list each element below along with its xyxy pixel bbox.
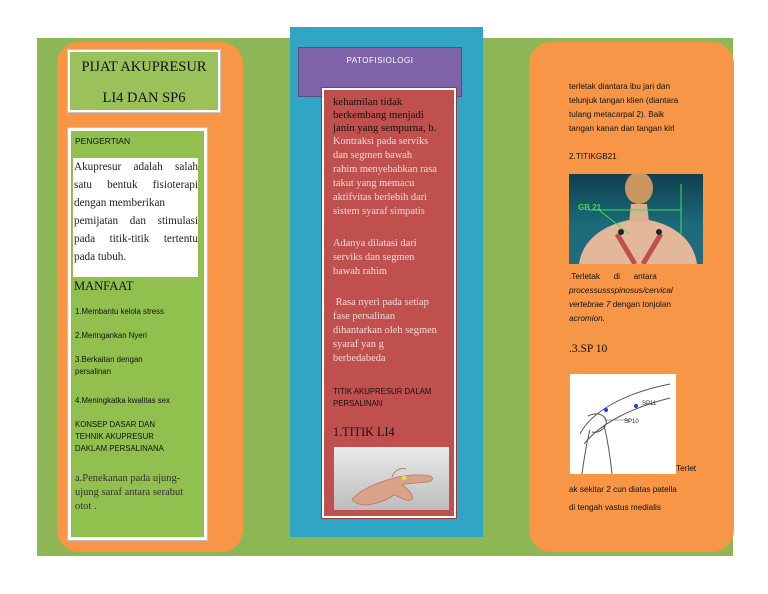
pato-line: dan segmen bawah — [333, 150, 413, 161]
pengertian-line: pemijatan dan stimulasi — [74, 215, 198, 227]
manfaat-item: persalinan — [75, 367, 111, 376]
gb21-image — [569, 174, 703, 264]
konsep-text: otot . — [75, 501, 97, 512]
title-line-2: LI4 DAN SP6 — [102, 90, 186, 106]
pato-line: aktifvitas berlebih dari — [333, 192, 428, 203]
pato-line: berkembang menjadi — [333, 109, 424, 121]
title-line-1: PIJAT AKUPRESUR — [81, 59, 207, 75]
titik-heading: TITIK AKUPRESUR DALAM — [333, 387, 432, 396]
rasa-line: syaraf yan g — [333, 339, 384, 350]
konsep-line: DAKLAM PERSALINANA — [75, 444, 164, 453]
adanya-line: bawah rahim — [333, 266, 387, 277]
terletak-line — [569, 270, 703, 285]
titik-gb21-heading: 2.TITIKGB21 — [569, 152, 617, 161]
title-box — [68, 50, 220, 112]
shoulder-icon — [569, 174, 703, 264]
pengertian-heading: PENGERTIAN — [75, 136, 131, 146]
sp10-heading: .3.SP 10 — [569, 343, 608, 355]
knee-icon — [570, 374, 676, 474]
patofisiologi-heading: PATOFISIOLOGI — [346, 56, 414, 65]
pengertian-line: dengan memberikan — [74, 197, 166, 209]
sp10-label: SP10 — [624, 419, 639, 425]
pato-line: kehamilan tidak — [333, 96, 403, 108]
manfaat-heading: MANFAAT — [74, 279, 134, 293]
terletak-line: processussspinosus/cervical — [569, 286, 673, 295]
manfaat-item: 1.Membantu kelola stress — [75, 307, 164, 316]
terletak-line-1: .Terletak di antara — [569, 272, 657, 281]
intro-line: telunjuk tangan klien (diantara — [569, 96, 679, 105]
titik-li4: 1.TITIK LI4 — [333, 425, 395, 439]
pato-line: janin yang sempurna, b. — [333, 122, 437, 134]
pengertian-line: satu bentuk fisioterapi — [74, 179, 198, 191]
manfaat-item: 2.Meringankan Nyeri — [75, 331, 147, 340]
pato-line: takut yang memacu — [333, 178, 415, 189]
akhir-line: ak sekitar 2 cun diatas patella — [569, 485, 677, 494]
terletak-line: vertebrae 7 dengan tonjolan — [569, 300, 671, 309]
pengertian-line: pada titik-titik tertentu — [74, 233, 198, 245]
hand-li4-image — [334, 447, 449, 510]
manfaat-item: 3.Berkaitan dengan — [75, 355, 143, 364]
adanya-line: Adanya dilatasi dari — [333, 238, 417, 249]
rasa-line: Rasa nyeri pada setiap — [333, 297, 429, 308]
intro-line: tangan kanan dan tangan kirl — [569, 124, 675, 133]
rasa-line: dihantarkan oleh segmen — [333, 325, 437, 336]
titik-heading: PERSALINAN — [333, 399, 383, 408]
intro-line: terletak diantara ibu jari dan — [569, 82, 671, 91]
konsep-text: a.Penekanan pada ujung- — [75, 473, 181, 484]
sp10-image — [570, 374, 676, 474]
konsep-line: KONSEP DASAR DAN — [75, 420, 156, 429]
hand-icon — [334, 447, 449, 510]
konsep-text: ujung saraf antara serabut — [75, 487, 184, 498]
pato-line: Kontraksi pada serviks — [333, 136, 429, 147]
pato-line: rahim menyebabkan rasa — [333, 164, 437, 175]
intro-line: tulang metacarpal 2). Baik — [569, 110, 665, 119]
terletak-line: acromion. — [569, 314, 605, 323]
gb21-label: GB 21 — [578, 203, 602, 212]
rasa-line: berbedabeda — [333, 353, 386, 364]
akhir-line: di tengah vastus medialis — [569, 503, 661, 512]
adanya-line: serviks dan segmen — [333, 252, 415, 263]
pengertian-text — [73, 158, 198, 277]
sp11-label: SP11 — [642, 401, 657, 407]
rasa-line: fase persalinan — [333, 311, 396, 322]
pengertian-line: pada tubuh. — [74, 251, 127, 263]
manfaat-item: 4.Meningkatka kwalitas sex — [75, 396, 170, 405]
pengertian-line: Akupresur adalah salah — [74, 161, 198, 173]
terlet-label: Terlet — [676, 464, 697, 473]
konsep-line: TEHNIK AKUPRESUR — [75, 432, 154, 441]
pato-line: sistem syaraf simpatis — [333, 206, 425, 217]
